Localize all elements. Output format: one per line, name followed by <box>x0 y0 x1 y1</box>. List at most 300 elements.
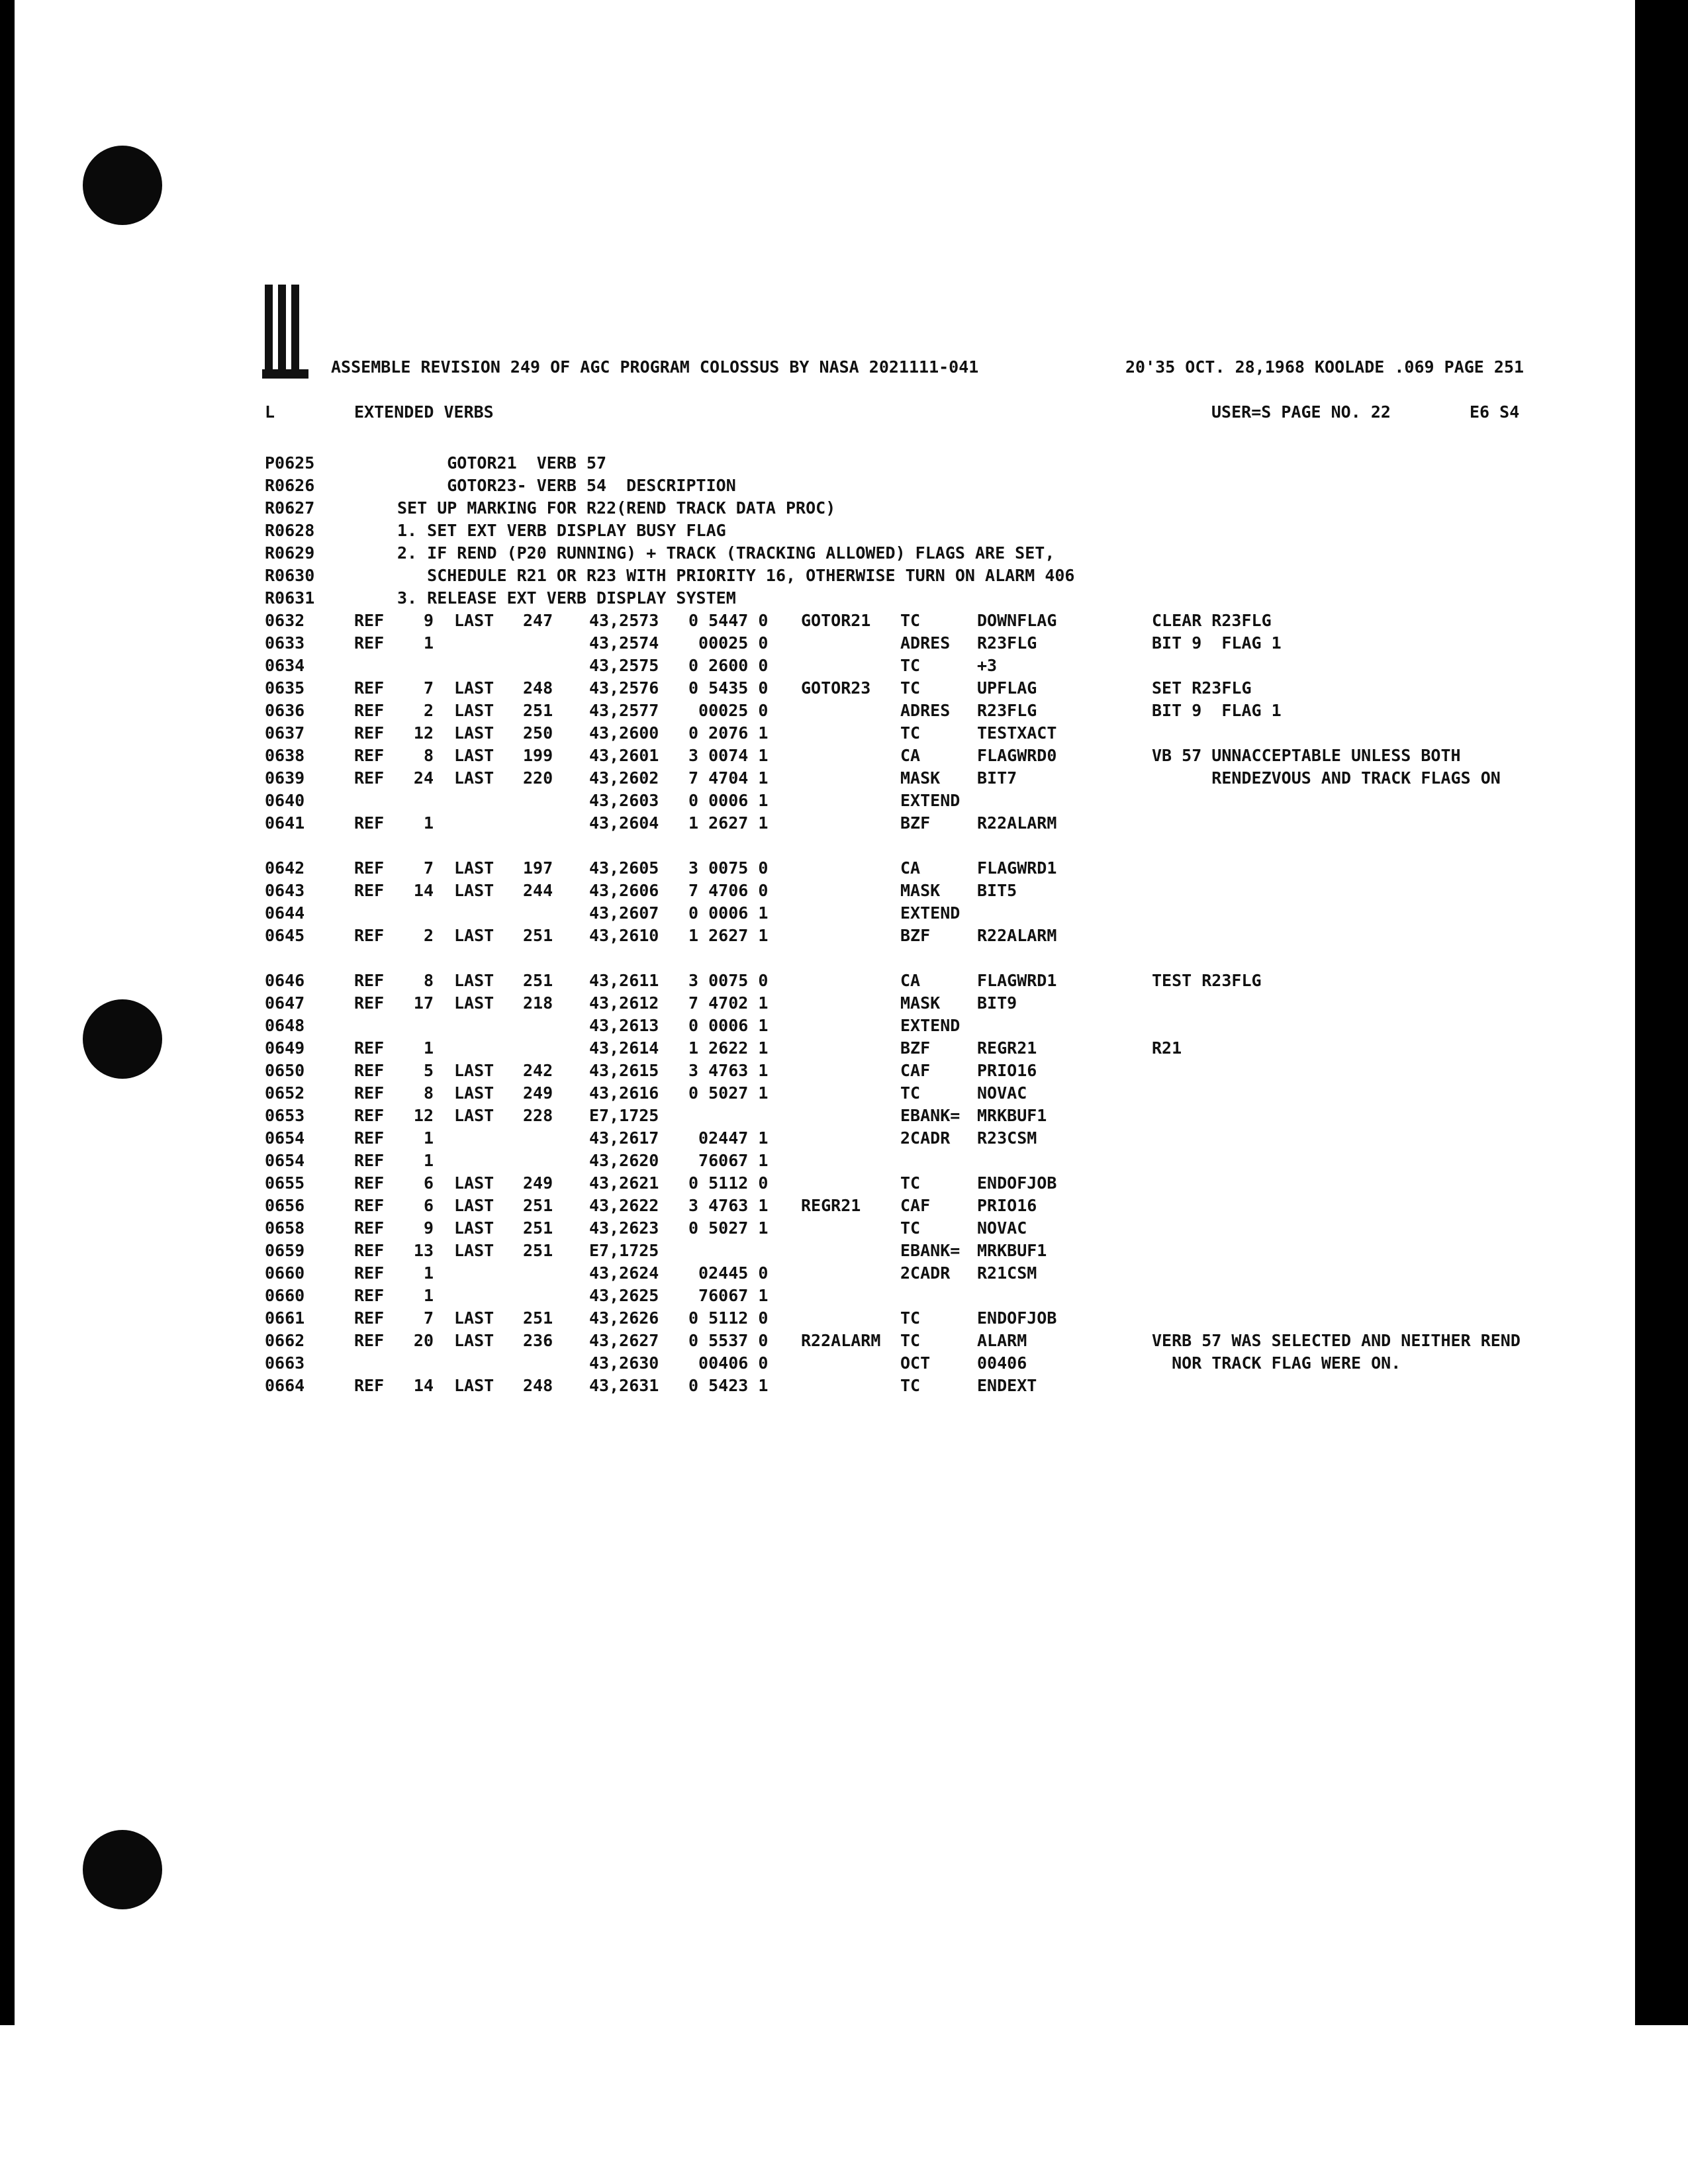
listing-row <box>0 1286 1635 1308</box>
opcode: BZF <box>900 1038 931 1058</box>
ref-count: 9 <box>423 1218 434 1238</box>
address: 43,2614 <box>589 1038 659 1058</box>
ref-tag: REF <box>354 1286 385 1305</box>
address: 43,2604 <box>589 813 659 833</box>
last-page: 249 <box>523 1083 553 1103</box>
machine-code: 0 5112 0 <box>688 1308 769 1328</box>
machine-code: 7 4706 0 <box>688 881 769 900</box>
ref-tag: REF <box>354 678 385 698</box>
ref-count: 7 <box>423 1308 434 1328</box>
line-number: 0656 <box>265 1196 305 1215</box>
last-tag: LAST <box>454 971 494 990</box>
address: 43,2577 <box>589 701 659 720</box>
machine-code: 00406 0 <box>688 1353 769 1373</box>
opcode: 2CADR <box>900 1128 951 1148</box>
listing-row <box>0 723 1635 746</box>
ref-tag: REF <box>354 723 385 743</box>
address: 43,2615 <box>589 1061 659 1080</box>
last-page: 218 <box>523 993 553 1013</box>
line-number: 0655 <box>265 1173 305 1193</box>
line-number: 0634 <box>265 656 305 675</box>
remark-text: GOTOR21 VERB 57 <box>397 453 607 473</box>
opcode: MASK <box>900 993 941 1013</box>
address: 43,2625 <box>589 1286 659 1305</box>
ref-tag: REF <box>354 993 385 1013</box>
listing-row <box>0 1173 1635 1196</box>
opcode: TC <box>900 611 921 630</box>
ref-count: 17 <box>413 993 434 1013</box>
opcode: OCT <box>900 1353 931 1373</box>
address: E7,1725 <box>589 1241 659 1260</box>
opcode: CA <box>900 746 921 765</box>
ref-count: 1 <box>423 1038 434 1058</box>
machine-code: 7 4704 1 <box>688 768 769 788</box>
remark-line <box>0 588 1635 611</box>
machine-code: 1 2622 1 <box>688 1038 769 1058</box>
address: 43,2621 <box>589 1173 659 1193</box>
ref-count: 14 <box>413 1376 434 1395</box>
ref-count: 8 <box>423 1083 434 1103</box>
machine-code: 0 0006 1 <box>688 791 769 810</box>
line-number: 0648 <box>265 1016 305 1035</box>
line-number: R0629 <box>265 543 315 563</box>
address: 43,2573 <box>589 611 659 630</box>
ref-tag: REF <box>354 1196 385 1215</box>
machine-code: 0 5423 1 <box>688 1376 769 1395</box>
last-tag: LAST <box>454 1218 494 1238</box>
last-page: 228 <box>523 1106 553 1125</box>
ref-tag: REF <box>354 1308 385 1328</box>
ref-tag: REF <box>354 1128 385 1148</box>
listing-row <box>0 701 1635 723</box>
listing-row <box>0 678 1635 701</box>
symbol-label: REGR21 <box>801 1196 861 1215</box>
ref-tag: REF <box>354 1083 385 1103</box>
opcode: TC <box>900 1173 921 1193</box>
ref-count: 5 <box>423 1061 434 1080</box>
symbol-label: R22ALARM <box>801 1331 881 1350</box>
last-tag: LAST <box>454 746 494 765</box>
last-tag: LAST <box>454 993 494 1013</box>
last-page: 251 <box>523 971 553 990</box>
line-number: 0647 <box>265 993 305 1013</box>
last-tag: LAST <box>454 926 494 945</box>
ref-tag: REF <box>354 1151 385 1170</box>
operand: +3 <box>977 656 998 675</box>
ref-count: 20 <box>413 1331 434 1350</box>
opcode: 2CADR <box>900 1263 951 1283</box>
ref-tag: REF <box>354 768 385 788</box>
machine-code: 0 5435 0 <box>688 678 769 698</box>
line-number: 0660 <box>265 1263 305 1283</box>
comment: CLEAR R23FLG <box>1152 611 1272 630</box>
machine-code: 00025 0 <box>688 701 769 720</box>
comment: SET R23FLG <box>1152 678 1252 698</box>
opcode: CA <box>900 858 921 878</box>
last-page: 197 <box>523 858 553 878</box>
listing-row <box>0 813 1635 836</box>
operand: R23FLG <box>977 701 1037 720</box>
listing-row <box>0 768 1635 791</box>
opcode: EXTEND <box>900 1016 961 1035</box>
symbol-label: GOTOR23 <box>801 678 871 698</box>
listing-row <box>0 971 1635 993</box>
last-tag: LAST <box>454 1376 494 1395</box>
opcode: TC <box>900 1083 921 1103</box>
line-number: 0643 <box>265 881 305 900</box>
comment: TEST R23FLG <box>1152 971 1262 990</box>
line-number: R0628 <box>265 521 315 540</box>
last-page: 244 <box>523 881 553 900</box>
punch-hole-top <box>83 146 162 225</box>
opcode: EXTEND <box>900 791 961 810</box>
line-number: 0646 <box>265 971 305 990</box>
scan-right-edge <box>1635 0 1688 2025</box>
machine-code: 3 0075 0 <box>688 858 769 878</box>
address: 43,2605 <box>589 858 659 878</box>
operand: BIT9 <box>977 993 1017 1013</box>
comment: NOR TRACK FLAG WERE ON. <box>1152 1353 1401 1373</box>
last-tag: LAST <box>454 1106 494 1125</box>
line-number: R0631 <box>265 588 315 608</box>
opcode: CAF <box>900 1196 931 1215</box>
ref-tag: REF <box>354 701 385 720</box>
listing-row <box>0 1308 1635 1331</box>
last-tag: LAST <box>454 1173 494 1193</box>
last-tag: LAST <box>454 611 494 630</box>
address: 43,2611 <box>589 971 659 990</box>
listing-row <box>0 881 1635 903</box>
last-tag: LAST <box>454 701 494 720</box>
comment: RENDEZVOUS AND TRACK FLAGS ON <box>1152 768 1501 788</box>
ref-count: 1 <box>423 1263 434 1283</box>
address: 43,2630 <box>589 1353 659 1373</box>
last-tag: LAST <box>454 881 494 900</box>
ref-count: 1 <box>423 1286 434 1305</box>
address: 43,2627 <box>589 1331 659 1350</box>
listing-header: ASSEMBLE REVISION 249 OF AGC PROGRAM COLOSSUS BY NASA 2021111-041 <box>331 357 979 377</box>
remark-text: GOTOR23- VERB 54 DESCRIPTION <box>397 476 736 495</box>
line-number: 0644 <box>265 903 305 923</box>
ref-tag: REF <box>354 813 385 833</box>
machine-code: 0 5112 0 <box>688 1173 769 1193</box>
opcode: TC <box>900 1376 921 1395</box>
printer-bars-mark <box>265 285 305 377</box>
machine-code: 0 2076 1 <box>688 723 769 743</box>
line-number: 0664 <box>265 1376 305 1395</box>
operand: BIT5 <box>977 881 1017 900</box>
address: 43,2631 <box>589 1376 659 1395</box>
listing-row <box>0 1128 1635 1151</box>
machine-code: 0 5537 0 <box>688 1331 769 1350</box>
line-number: 0662 <box>265 1331 305 1350</box>
operand: BIT7 <box>977 768 1017 788</box>
machine-code: 1 2627 1 <box>688 813 769 833</box>
address: 43,2622 <box>589 1196 659 1215</box>
ref-tag: REF <box>354 1263 385 1283</box>
line-number: P0625 <box>265 453 315 473</box>
machine-code: 0 5027 1 <box>688 1218 769 1238</box>
address: 43,2612 <box>589 993 659 1013</box>
operand: FLAGWRD0 <box>977 746 1057 765</box>
line-number: R0627 <box>265 498 315 518</box>
line-number: 0641 <box>265 813 305 833</box>
address: 43,2574 <box>589 633 659 653</box>
operand: R23CSM <box>977 1128 1037 1148</box>
last-tag: LAST <box>454 1083 494 1103</box>
line-number: 0633 <box>265 633 305 653</box>
machine-code: 0 5027 1 <box>688 1083 769 1103</box>
address: 43,2626 <box>589 1308 659 1328</box>
line-number: 0640 <box>265 791 305 810</box>
remark-line <box>0 521 1635 543</box>
line-number: 0661 <box>265 1308 305 1328</box>
listing-row <box>0 1083 1635 1106</box>
opcode: EBANK= <box>900 1106 961 1125</box>
ref-count: 1 <box>423 1128 434 1148</box>
last-page: 251 <box>523 1196 553 1215</box>
machine-code: 0 0006 1 <box>688 1016 769 1035</box>
ref-tag: REF <box>354 1331 385 1350</box>
ref-count: 6 <box>423 1173 434 1193</box>
symbol-label: GOTOR21 <box>801 611 871 630</box>
address: 43,2576 <box>589 678 659 698</box>
listing-row <box>0 656 1635 678</box>
listing-row <box>0 1061 1635 1083</box>
operand: ENDEXT <box>977 1376 1037 1395</box>
line-number: 0645 <box>265 926 305 945</box>
last-tag: LAST <box>454 1061 494 1080</box>
line-number: 0649 <box>265 1038 305 1058</box>
address: 43,2575 <box>589 656 659 675</box>
section-code: E6 S4 <box>1470 402 1520 422</box>
ref-tag: REF <box>354 926 385 945</box>
listing-row <box>0 1353 1635 1376</box>
listing-row <box>0 1376 1635 1398</box>
operand: R23FLG <box>977 633 1037 653</box>
ref-tag: REF <box>354 1376 385 1395</box>
line-number: 0660 <box>265 1286 305 1305</box>
operand: R22ALARM <box>977 813 1057 833</box>
line-number: 0654 <box>265 1128 305 1148</box>
machine-code: 3 0075 0 <box>688 971 769 990</box>
listing-row <box>0 791 1635 813</box>
opcode: BZF <box>900 926 931 945</box>
comment: BIT 9 FLAG 1 <box>1152 701 1282 720</box>
ref-count: 2 <box>423 701 434 720</box>
opcode: TC <box>900 1308 921 1328</box>
last-tag: LAST <box>454 723 494 743</box>
user-page-number: USER=S PAGE NO. 22 <box>1211 402 1391 422</box>
listing-row <box>0 1196 1635 1218</box>
last-page: 251 <box>523 701 553 720</box>
opcode: MASK <box>900 881 941 900</box>
machine-code: 76067 1 <box>688 1286 769 1305</box>
line-number: 0636 <box>265 701 305 720</box>
machine-code: 0 5447 0 <box>688 611 769 630</box>
ref-count: 1 <box>423 813 434 833</box>
address: 43,2624 <box>589 1263 659 1283</box>
section-marker: L <box>265 402 275 422</box>
line-number: 0637 <box>265 723 305 743</box>
machine-code: 02447 1 <box>688 1128 769 1148</box>
last-page: 199 <box>523 746 553 765</box>
line-number: 0663 <box>265 1353 305 1373</box>
ref-tag: REF <box>354 1241 385 1260</box>
machine-code: 1 2627 1 <box>688 926 769 945</box>
ref-count: 12 <box>413 723 434 743</box>
ref-count: 1 <box>423 1151 434 1170</box>
ref-count: 13 <box>413 1241 434 1260</box>
ref-tag: REF <box>354 746 385 765</box>
remark-text: SET UP MARKING FOR R22(REND TRACK DATA PROC) <box>397 498 836 518</box>
remark-line <box>0 498 1635 521</box>
last-page: 248 <box>523 1376 553 1395</box>
machine-code: 0 0006 1 <box>688 903 769 923</box>
ref-tag: REF <box>354 1061 385 1080</box>
address: 43,2603 <box>589 791 659 810</box>
machine-code: 3 4763 1 <box>688 1196 769 1215</box>
listing-row <box>0 1241 1635 1263</box>
operand: PRIO16 <box>977 1061 1037 1080</box>
opcode: MASK <box>900 768 941 788</box>
remark-line <box>0 566 1635 588</box>
ref-count: 24 <box>413 768 434 788</box>
last-page: 250 <box>523 723 553 743</box>
operand: DOWNFLAG <box>977 611 1057 630</box>
address: 43,2601 <box>589 746 659 765</box>
last-tag: LAST <box>454 678 494 698</box>
operand: PRIO16 <box>977 1196 1037 1215</box>
address: 43,2617 <box>589 1128 659 1148</box>
line-number: 0658 <box>265 1218 305 1238</box>
address: 43,2602 <box>589 768 659 788</box>
machine-code: 7 4702 1 <box>688 993 769 1013</box>
ref-count: 7 <box>423 678 434 698</box>
address: E7,1725 <box>589 1106 659 1125</box>
ref-count: 1 <box>423 633 434 653</box>
opcode: ADRES <box>900 701 951 720</box>
operand: ENDOFJOB <box>977 1173 1057 1193</box>
ref-tag: REF <box>354 1218 385 1238</box>
address: 43,2613 <box>589 1016 659 1035</box>
last-tag: LAST <box>454 1308 494 1328</box>
machine-code: 00025 0 <box>688 633 769 653</box>
machine-code: 3 4763 1 <box>688 1061 769 1080</box>
last-page: 251 <box>523 1218 553 1238</box>
machine-code: 76067 1 <box>688 1151 769 1170</box>
listing-row <box>0 1151 1635 1173</box>
listing-row <box>0 858 1635 881</box>
line-number: 0642 <box>265 858 305 878</box>
address: 43,2610 <box>589 926 659 945</box>
operand: REGR21 <box>977 1038 1037 1058</box>
remark-text: 1. SET EXT VERB DISPLAY BUSY FLAG <box>397 521 726 540</box>
ref-count: 14 <box>413 881 434 900</box>
machine-code: 02445 0 <box>688 1263 769 1283</box>
last-page: 220 <box>523 768 553 788</box>
remark-text: 3. RELEASE EXT VERB DISPLAY SYSTEM <box>397 588 736 608</box>
remark-line <box>0 543 1635 566</box>
last-tag: LAST <box>454 1196 494 1215</box>
line-number: 0652 <box>265 1083 305 1103</box>
operand: R22ALARM <box>977 926 1057 945</box>
opcode: TC <box>900 1331 921 1350</box>
last-page: 236 <box>523 1331 553 1350</box>
listing-row <box>0 926 1635 948</box>
address: 43,2607 <box>589 903 659 923</box>
line-number: 0639 <box>265 768 305 788</box>
last-tag: LAST <box>454 858 494 878</box>
operand: R21CSM <box>977 1263 1037 1283</box>
opcode: EBANK= <box>900 1241 961 1260</box>
listing-row <box>0 1263 1635 1286</box>
address: 43,2620 <box>589 1151 659 1170</box>
ref-count: 8 <box>423 746 434 765</box>
listing-row <box>0 903 1635 926</box>
punch-hole-bottom <box>83 1830 162 1909</box>
opcode: EXTEND <box>900 903 961 923</box>
listing-row <box>0 1106 1635 1128</box>
line-number: 0653 <box>265 1106 305 1125</box>
machine-code: 3 0074 1 <box>688 746 769 765</box>
address: 43,2606 <box>589 881 659 900</box>
last-page: 247 <box>523 611 553 630</box>
opcode: TC <box>900 678 921 698</box>
last-page: 251 <box>523 1308 553 1328</box>
operand: TESTXACT <box>977 723 1057 743</box>
remark-line <box>0 476 1635 498</box>
opcode: CAF <box>900 1061 931 1080</box>
line-number: R0630 <box>265 566 315 585</box>
operand: FLAGWRD1 <box>977 858 1057 878</box>
ref-tag: REF <box>354 611 385 630</box>
last-tag: LAST <box>454 768 494 788</box>
ref-count: 7 <box>423 858 434 878</box>
listing-row <box>0 1218 1635 1241</box>
line-number: 0632 <box>265 611 305 630</box>
address: 43,2616 <box>589 1083 659 1103</box>
listing-date-page: 20'35 OCT. 28,1968 KOOLADE .069 PAGE 251 <box>1125 357 1524 377</box>
remark-text: SCHEDULE R21 OR R23 WITH PRIORITY 16, OTHERWISE TURN ON ALARM 406 <box>397 566 1075 585</box>
listing-row <box>0 1016 1635 1038</box>
operand: 00406 <box>977 1353 1027 1373</box>
line-number: R0626 <box>265 476 315 495</box>
ref-tag: REF <box>354 633 385 653</box>
ref-count: 2 <box>423 926 434 945</box>
ref-tag: REF <box>354 1106 385 1125</box>
address: 43,2623 <box>589 1218 659 1238</box>
ref-tag: REF <box>354 971 385 990</box>
ref-tag: REF <box>354 858 385 878</box>
line-number: 0638 <box>265 746 305 765</box>
comment: BIT 9 FLAG 1 <box>1152 633 1282 653</box>
last-page: 251 <box>523 1241 553 1260</box>
machine-code: 0 2600 0 <box>688 656 769 675</box>
opcode: TC <box>900 1218 921 1238</box>
ref-tag: REF <box>354 1173 385 1193</box>
last-page: 242 <box>523 1061 553 1080</box>
line-number: 0650 <box>265 1061 305 1080</box>
listing-row <box>0 1331 1635 1353</box>
operand: MRKBUF1 <box>977 1106 1047 1125</box>
comment: VERB 57 WAS SELECTED AND NEITHER REND <box>1152 1331 1521 1350</box>
comment: VB 57 UNNACCEPTABLE UNLESS BOTH <box>1152 746 1461 765</box>
line-number: 0654 <box>265 1151 305 1170</box>
listing-row <box>0 993 1635 1016</box>
listing-row <box>0 611 1635 633</box>
remark-text: 2. IF REND (P20 RUNNING) + TRACK (TRACKING ALLOWED) FLAGS ARE SET, <box>397 543 1055 563</box>
